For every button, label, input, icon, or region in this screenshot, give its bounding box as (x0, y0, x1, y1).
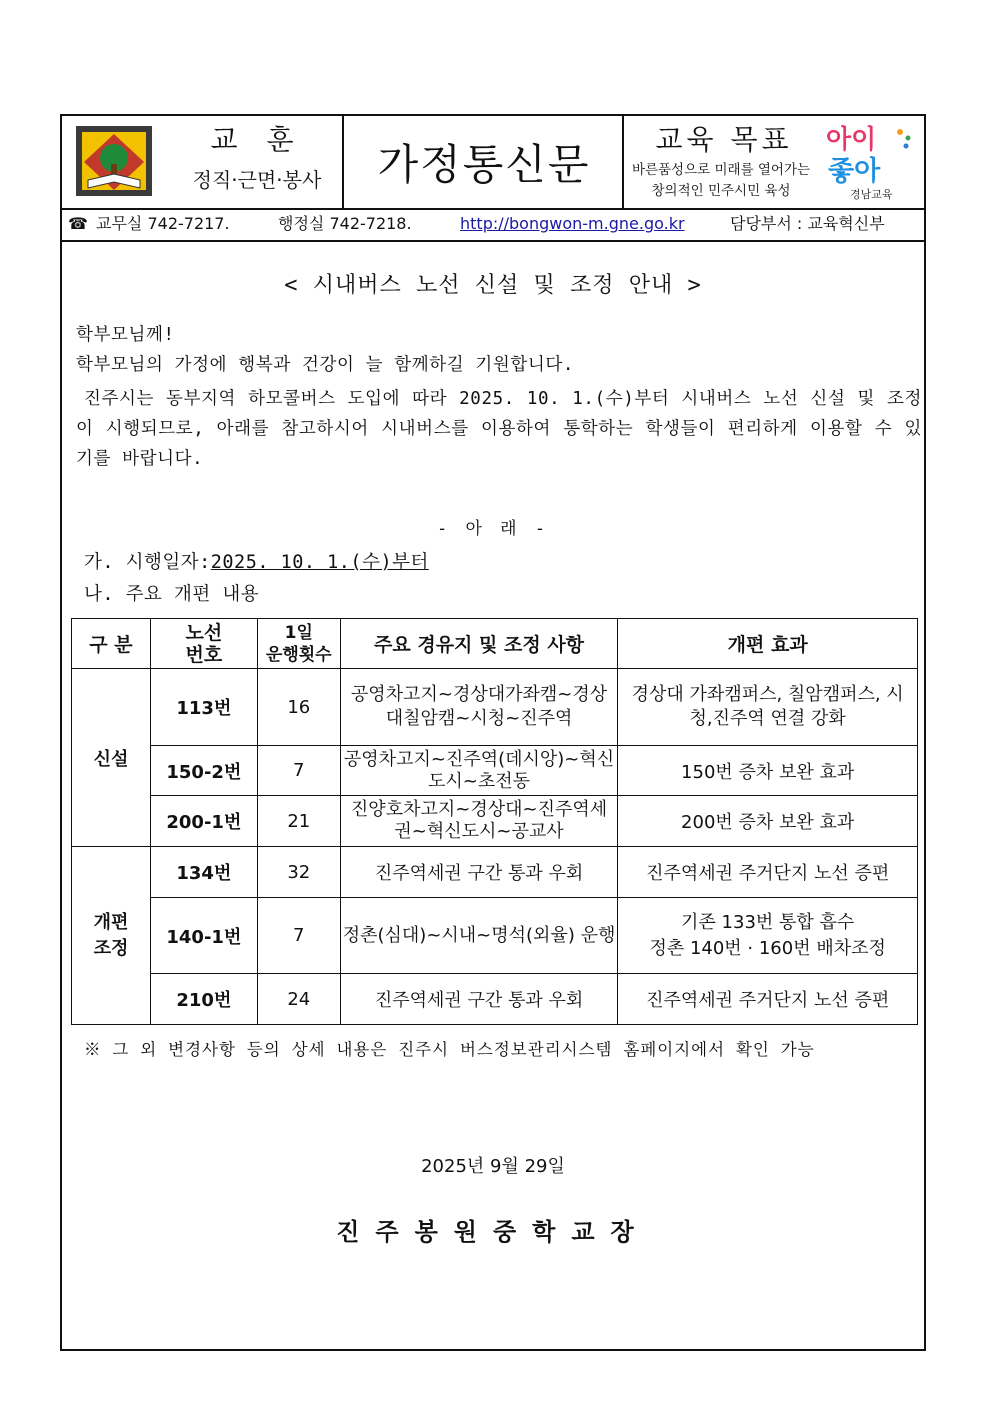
title-cell (344, 116, 624, 208)
route-number: 140-1번 (150, 898, 257, 974)
route-stops: 공영차고지~진주역(데시앙)~혁신도시~초전동 (340, 746, 618, 796)
route-stops: 진양호차고지~경상대~진주역세권~혁신도시~공교사 (340, 796, 618, 847)
route-number: 113번 (150, 669, 257, 746)
item-na: 나. 주요 개편 내용 (84, 584, 260, 605)
letter-header (62, 116, 924, 210)
header-route: 노선 번호 (150, 619, 257, 669)
brand-top-text: 아이 (826, 125, 877, 155)
route-number: 150-2번 (150, 746, 257, 796)
issue-date: 2025년 9월 29일 (421, 1156, 565, 1177)
route-effect: 기존 133번 통합 흡수 정촌 140번 · 160번 배차조정 (618, 898, 918, 974)
route-effect: 경상대 가좌캠퍼스, 칠암캠퍼스, 시청,진주역 연결 강화 (618, 669, 918, 746)
daily-count: 7 (257, 898, 340, 974)
school-motto-cell (62, 116, 344, 208)
daily-count: 24 (257, 974, 340, 1025)
item-ga-value: 2025. 10. 1.(수)부터 (210, 552, 429, 573)
contact-bar (62, 208, 924, 242)
principal-signature: 진주봉원중학교장 (336, 1218, 650, 1246)
route-number: 200-1번 (150, 796, 257, 847)
route-effect: 200번 증차 보완 효과 (618, 796, 918, 847)
group-label-reorg: 개편 조정 (72, 847, 151, 1025)
daily-count: 21 (257, 796, 340, 847)
goal-line-1: 바른품성으로 미래를 열어가는 (631, 162, 811, 178)
item-ga-label: 가. 시행일자: (84, 552, 211, 573)
item-ga (84, 548, 429, 574)
brand-sub-text: 경남교육 (850, 188, 893, 201)
table-row (72, 898, 918, 974)
route-change-table (71, 618, 918, 1025)
table-row (72, 746, 918, 796)
route-stops: 정촌(심대)~시내~명석(외율) 운행 (340, 898, 618, 974)
motto-title: 교 훈 (210, 123, 304, 156)
gyeongnam-education-logo (820, 118, 920, 204)
route-effect: 진주역세권 주거단지 노선 증편 (618, 847, 918, 898)
header-category: 구 분 (72, 619, 151, 669)
route-effect: 150번 증차 보완 효과 (618, 746, 918, 796)
letter-title: 가정통신문 (377, 140, 591, 189)
route-stops: 진주역세권 구간 통과 우회 (340, 974, 618, 1025)
route-number: 134번 (150, 847, 257, 898)
daily-count: 16 (257, 669, 340, 746)
greeting-1: 학부모님께! (76, 325, 175, 345)
goal-title: 교육 목표 (655, 123, 793, 156)
daily-count: 32 (257, 847, 340, 898)
goal-line-2: 창의적인 민주시민 육성 (651, 183, 791, 199)
table-row (72, 974, 918, 1025)
body-paragraph: 진주시는 동부지역 하모콜버스 도입에 따라 2025. 10. 1.(수)부터 시내버스 노선 신설 및 조정이 시행되므로, 아래를 참고하시어 시내버스를 이용하여 통학하는 학생들이 편리하게 이용할 수 있기를 바랍니다. (76, 389, 922, 469)
phone-icon: ☎ (68, 214, 88, 233)
department: 담당부서 : 교육혁신부 (730, 214, 885, 233)
route-stops: 공영차고지~경상대가좌캠~경상대칠암캠~시청~진주역 (340, 669, 618, 746)
route-number: 210번 (150, 974, 257, 1025)
notice-title: < 시내버스 노선 신설 및 조정 안내 > (284, 273, 702, 298)
footnote: ※ 그 외 변경사항 등의 상세 내용은 진주시 버스정보관리시스템 홈페이지에서 확인 가능 (84, 1040, 815, 1059)
header-effect: 개편 효과 (618, 619, 918, 669)
table-row (72, 669, 918, 746)
greeting-2: 학부모님의 가정에 행복과 건강이 늘 함께하길 기원합니다. (76, 355, 575, 375)
group-label-new: 신설 (72, 669, 151, 847)
education-goal-cell (624, 116, 924, 208)
goal-text (626, 160, 816, 202)
table-row (72, 847, 918, 898)
daily-count: 7 (257, 746, 340, 796)
school-motto: 정직·근면·봉사 (192, 168, 322, 192)
admin-phone: 행정실 742-7218. (278, 214, 412, 233)
school-website-link[interactable]: http://bongwon-m.gne.go.kr (460, 214, 685, 233)
below-mark: - 아 래 - (436, 519, 550, 539)
brand-bottom-text: 좋아 (828, 156, 881, 187)
table-row (72, 796, 918, 847)
document-frame (60, 114, 926, 1351)
office-phone: 교무실 742-7217. (96, 214, 230, 233)
route-effect: 진주역세권 주거단지 노선 증편 (618, 974, 918, 1025)
table-header-row (72, 619, 918, 669)
header-stops: 주요 경유지 및 조정 사항 (340, 619, 618, 669)
header-count: 1일 운행횟수 (257, 619, 340, 669)
route-stops: 진주역세권 구간 통과 우회 (340, 847, 618, 898)
school-emblem-icon (74, 124, 154, 198)
